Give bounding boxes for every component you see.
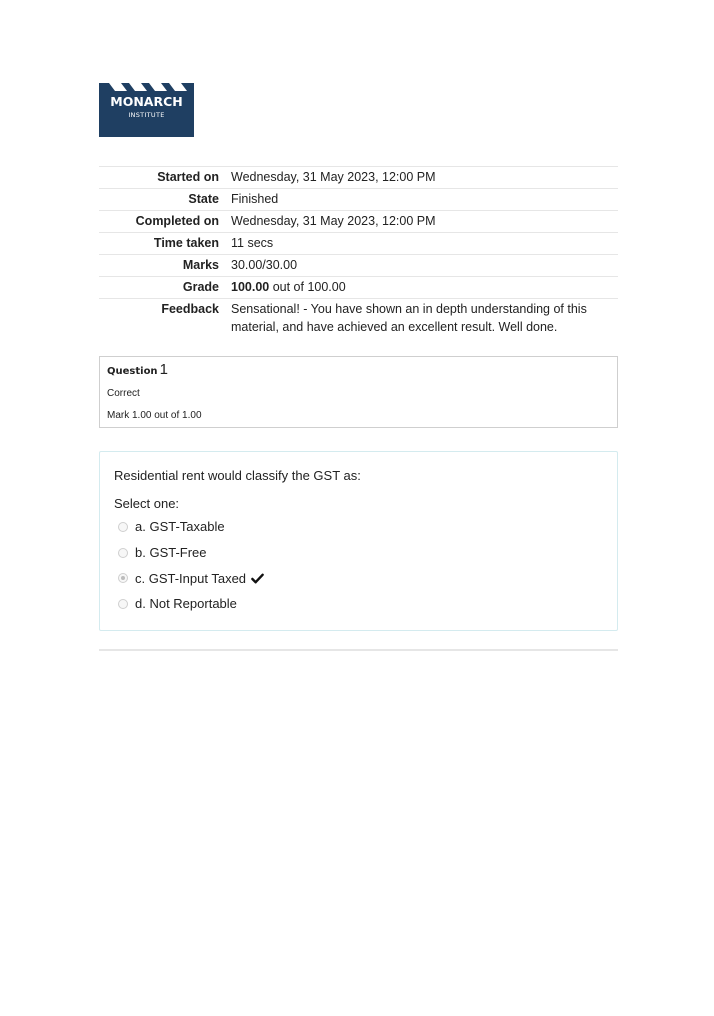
question-content-box — [99, 451, 618, 631]
summary-value: 11 secs — [231, 236, 274, 250]
answer-label: d. Not Reportable — [135, 596, 237, 612]
summary-row-feedback — [99, 299, 618, 336]
summary-value: Wednesday, 31 May 2023, 12:00 PM — [231, 214, 436, 228]
summary-row-time-taken — [99, 233, 618, 255]
question-info-box — [99, 356, 618, 428]
radio-button[interactable] — [118, 548, 128, 558]
summary-label: Marks — [182, 258, 219, 272]
logo-mark-icon — [99, 83, 194, 91]
answer-prompt: Select one: — [114, 496, 180, 511]
summary-label: Feedback — [161, 302, 219, 316]
logo-wordmark: MONARCH — [110, 94, 183, 109]
check-icon — [251, 572, 264, 585]
feedback-text: Sensational! - You have shown an in depth understanding of this material, and have achieved an excellent result. Well done. — [231, 302, 587, 334]
summary-row-started — [99, 167, 618, 189]
answer-option-c — [118, 565, 264, 591]
grade-total: out of 100.00 — [269, 280, 346, 294]
summary-label: Time taken — [153, 236, 219, 250]
answer-options — [118, 514, 264, 617]
grade-score: 100.00 — [231, 280, 270, 294]
summary-label: State — [188, 192, 219, 206]
question-text: Residential rent would classify the GST as: — [114, 468, 361, 483]
summary-row-marks — [99, 255, 618, 277]
answer-label: a. GST-Taxable — [135, 519, 225, 535]
section-divider — [99, 649, 618, 651]
question-state: Correct — [107, 388, 140, 399]
answer-option-a — [118, 514, 264, 540]
question-label: Question — [107, 366, 158, 377]
summary-value: Wednesday, 31 May 2023, 12:00 PM — [231, 170, 436, 184]
summary-label: Completed on — [135, 214, 219, 228]
summary-row-state — [99, 189, 618, 211]
radio-button-selected[interactable] — [118, 573, 128, 583]
summary-row-grade — [99, 277, 618, 299]
summary-value: 30.00/30.00 — [231, 258, 298, 272]
attempt-summary-table — [99, 166, 618, 336]
radio-button[interactable] — [118, 522, 128, 532]
summary-label: Started on — [157, 170, 219, 184]
summary-value: Finished — [231, 192, 279, 206]
question-number-value: 1 — [159, 361, 168, 378]
question-number — [107, 361, 168, 378]
summary-row-completed — [99, 211, 618, 233]
monarch-institute-logo — [99, 83, 194, 137]
summary-value — [231, 278, 618, 298]
question-grade: Mark 1.00 out of 1.00 — [107, 410, 202, 421]
answer-option-d — [118, 591, 264, 617]
answer-label: c. GST-Input Taxed — [135, 570, 247, 586]
answer-label: b. GST-Free — [135, 545, 207, 561]
logo-subtitle: INSTITUTE — [128, 111, 165, 119]
radio-button[interactable] — [118, 599, 128, 609]
answer-option-b — [118, 540, 264, 566]
summary-label: Grade — [182, 280, 219, 294]
